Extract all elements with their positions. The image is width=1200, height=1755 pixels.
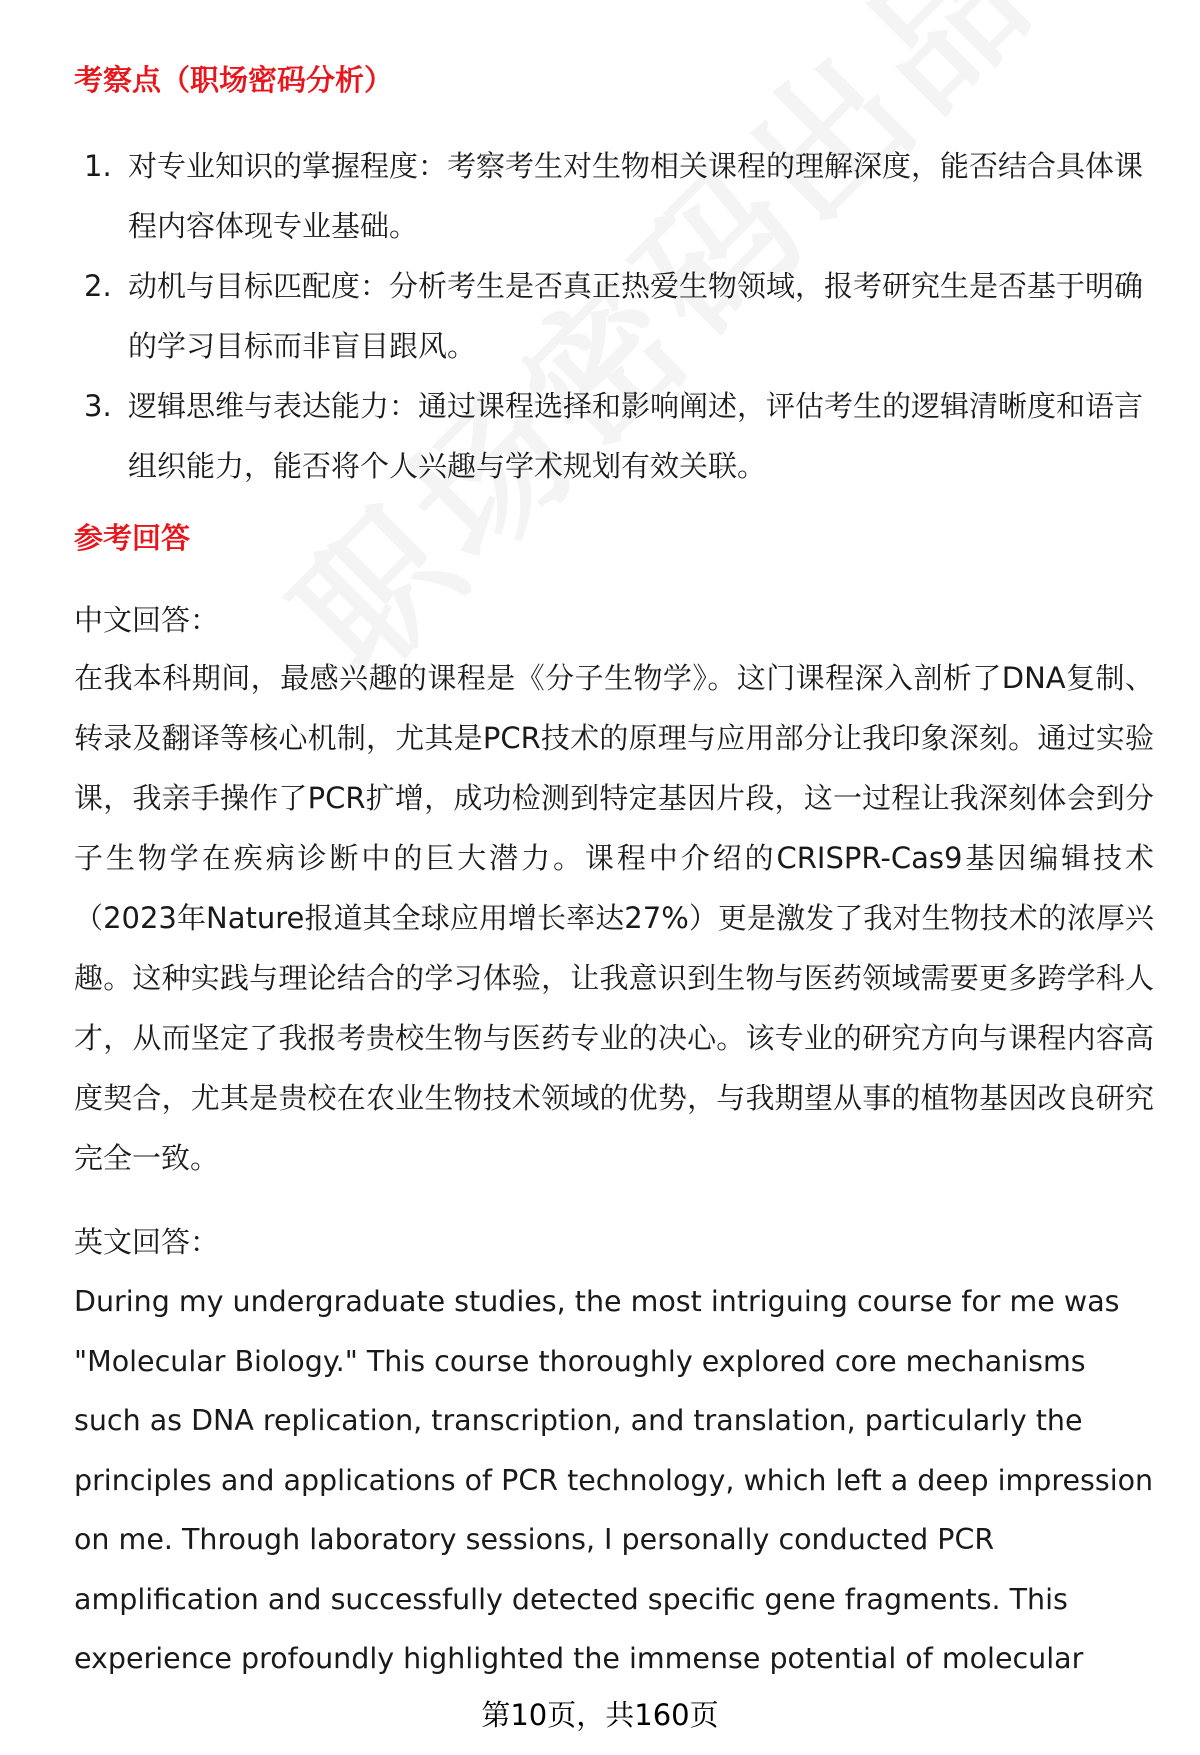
list-item-text: 动机与目标匹配度：分析考生是否真正热爱生物领域，报考研究生是否基于明确的学习目标而非盲目跟风。: [128, 269, 1144, 363]
list-item: [74, 376, 1154, 496]
list-item-number: 3.: [84, 389, 112, 423]
english-answer-label: 英文回答：: [74, 1225, 220, 1259]
chinese-answer-label: 中文回答：: [74, 603, 220, 637]
reference-answer-heading: 参考回答: [74, 521, 191, 555]
exam-points-list: [74, 136, 1154, 496]
english-answer-text: During my undergraduate studies, the most intriguing course for me was "Molecular Biology." This course thoroughly explored core mechanisms such as DNA replication, transcription, and translation, particularly the principles and applications of PCR technology, which left a deep impression on me. Through laboratory sessions, I personally conducted PCR amplification and successfully detected specific gene fragments. This experience profoundly highlighted the immense potential of molecular: [74, 1285, 1154, 1675]
chinese-answer-text: 在我本科期间，最感兴趣的课程是《分子生物学》。这门课程深入剖析了DNA复制、转录及翻译等核心机制，尤其是PCR技术的原理与应用部分让我印象深刻。通过实验课，我亲手操作了PCR扩增，成功检测到特定基因片段，这一过程让我深刻体会到分子生物学在疾病诊断中的巨大潜力。课程中介绍的CRISPR-Cas9基因编辑技术（2023年Nature报道其全球应用增长率达27%）更是激发了我对生物技术的浓厚兴趣。这种实践与理论结合的学习体验，让我意识到生物与医药领域需要更多跨学科人才，从而坚定了我报考贵校生物与医药专业的决心。该专业的研究方向与课程内容高度契合，尤其是贵校在农业生物技术领域的优势，与我期望从事的植物基因改良研究完全一致。: [74, 661, 1154, 1175]
list-item-number: 1.: [84, 149, 112, 183]
exam-points-heading: 考察点（职场密码分析）: [74, 63, 394, 97]
page-number-footer: 第10页，共160页: [481, 1698, 719, 1732]
list-item-text: 对专业知识的掌握程度：考察考生对生物相关课程的理解深度，能否结合具体课程内容体现专业基础。: [128, 149, 1144, 243]
list-item-text: 逻辑思维与表达能力：通过课程选择和影响阐述，评估考生的逻辑清晰度和语言组织能力，能否将个人兴趣与学术规划有效关联。: [128, 389, 1144, 483]
list-item-number: 2.: [84, 269, 112, 303]
list-item: [74, 256, 1154, 376]
list-item: [74, 136, 1154, 256]
